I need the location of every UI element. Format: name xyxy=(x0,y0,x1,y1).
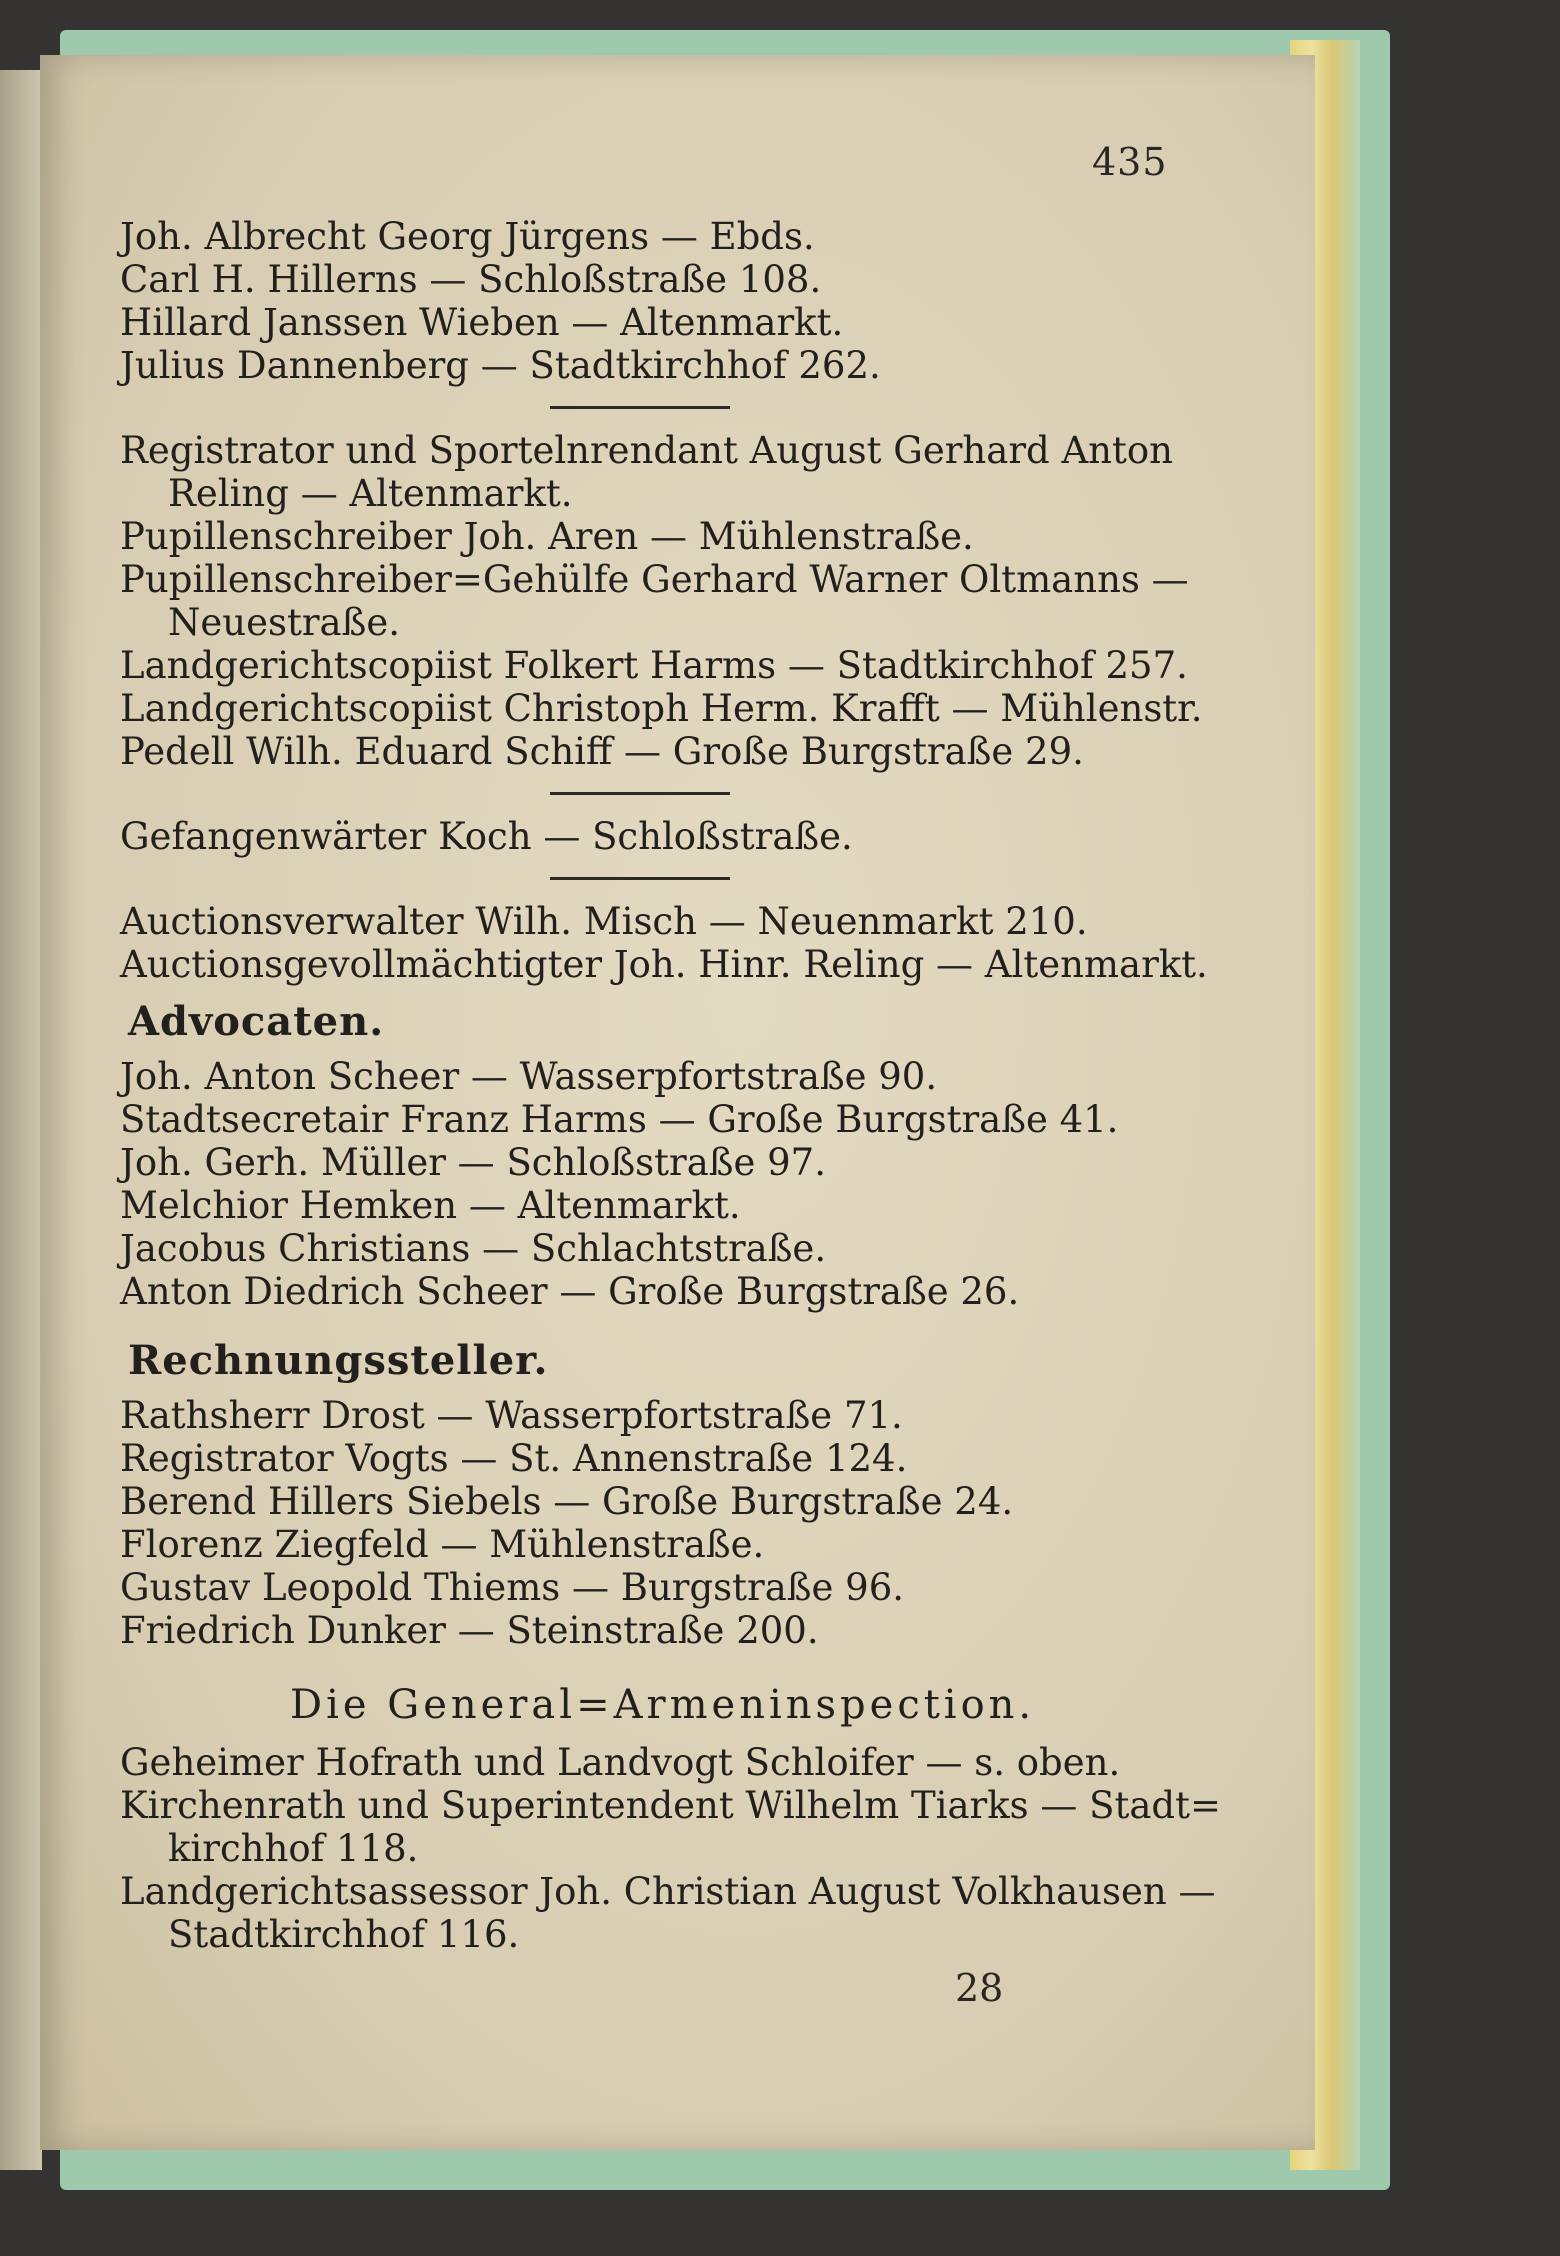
section-armeninspection xyxy=(120,1741,1221,1956)
entry-line: Jacobus Christians — Schlachtstraße. xyxy=(120,1227,827,1270)
section-registry xyxy=(120,429,1203,773)
heading-armeninspection: Die General=Armeninspection. xyxy=(290,1682,1036,1728)
entry-line: Joh. Albrecht Georg Jürgens — Ebds. xyxy=(120,215,815,258)
section-auction xyxy=(120,900,1208,986)
entry-line: kirchhof 118. xyxy=(168,1827,419,1870)
entry-line: Auctionsverwalter Wilh. Misch — Neuenmarkt 210. xyxy=(120,900,1088,943)
entry-line: Berend Hillers Siebels — Große Burgstraße 24. xyxy=(120,1480,1014,1523)
entry-line: Kirchenrath und Superintendent Wilhelm Tiarks — Stadt= xyxy=(120,1784,1221,1827)
section-advocaten xyxy=(120,1055,1175,1313)
facing-page-edge xyxy=(0,70,42,2170)
entry-line: Rathsherr Drost — Wasserpfortstraße 71. xyxy=(120,1394,903,1437)
entry-line: Landgerichtscopiist Christoph Herm. Krafft — Mühlenstr. xyxy=(120,687,1203,730)
entry-line: Registrator Vogts — St. Annenstraße 124. xyxy=(120,1437,908,1480)
entry-line: Hillard Janssen Wieben — Altenmarkt. xyxy=(120,301,844,344)
entry-line: Carl H. Hillerns — Schloßstraße 108. xyxy=(120,258,822,301)
entry-line: Stadtkirchhof 116. xyxy=(168,1913,520,1956)
page-text xyxy=(120,215,1221,1956)
entry-line: Gefangenwärter Koch — Schloßstraße. xyxy=(120,815,853,858)
entry-line: Auctionsgevollmächtigter Joh. Hinr. Reling — Altenmarkt. xyxy=(120,943,1208,986)
entry-line: Stadtsecretair Franz Harms — Große Burgstraße 41. xyxy=(120,1098,1119,1141)
section-divider xyxy=(550,406,730,409)
entry-line: Registrator und Sportelnrendant August Gerhard Anton xyxy=(120,429,1173,472)
signature-mark: 28 xyxy=(955,1966,1004,2010)
entry-line: Anton Diedrich Scheer — Große Burgstraße 26. xyxy=(120,1270,1020,1313)
entry-line: Pedell Wilh. Eduard Schiff — Große Burgstraße 29. xyxy=(120,730,1084,773)
entry-line: Reling — Altenmarkt. xyxy=(168,472,573,515)
entry-line: Joh. Anton Scheer — Wasserpfortstraße 90. xyxy=(120,1055,938,1098)
entry-line: Joh. Gerh. Müller — Schloßstraße 97. xyxy=(120,1141,826,1184)
section-rechnungssteller xyxy=(120,1394,1175,1652)
section-divider xyxy=(550,877,730,880)
entry-line: Landgerichtscopiist Folkert Harms — Stadtkirchhof 257. xyxy=(120,644,1188,687)
heading-rechnungssteller: Rechnungssteller. xyxy=(128,1337,549,1384)
entry-line: Neuestraße. xyxy=(168,601,400,644)
section-prison xyxy=(120,815,1175,858)
page-number: 435 xyxy=(1092,140,1168,184)
section-divider xyxy=(550,792,730,795)
entry-line: Julius Dannenberg — Stadtkirchhof 262. xyxy=(120,344,881,387)
entry-line: Geheimer Hofrath und Landvogt Schloifer — s. oben. xyxy=(120,1741,1121,1784)
entry-line: Friedrich Dunker — Steinstraße 200. xyxy=(120,1609,819,1652)
section-names-1 xyxy=(120,215,1175,387)
entry-line: Florenz Ziegfeld — Mühlenstraße. xyxy=(120,1523,765,1566)
entry-line: Pupillenschreiber=Gehülfe Gerhard Warner Oltmanns — xyxy=(120,558,1189,601)
entry-line: Gustav Leopold Thiems — Burgstraße 96. xyxy=(120,1566,904,1609)
entry-line: Melchior Hemken — Altenmarkt. xyxy=(120,1184,741,1227)
entry-line: Landgerichtsassessor Joh. Christian August Volkhausen — xyxy=(120,1870,1216,1913)
entry-line: Pupillenschreiber Joh. Aren — Mühlenstraße. xyxy=(120,515,974,558)
heading-advocaten: Advocaten. xyxy=(128,998,385,1045)
